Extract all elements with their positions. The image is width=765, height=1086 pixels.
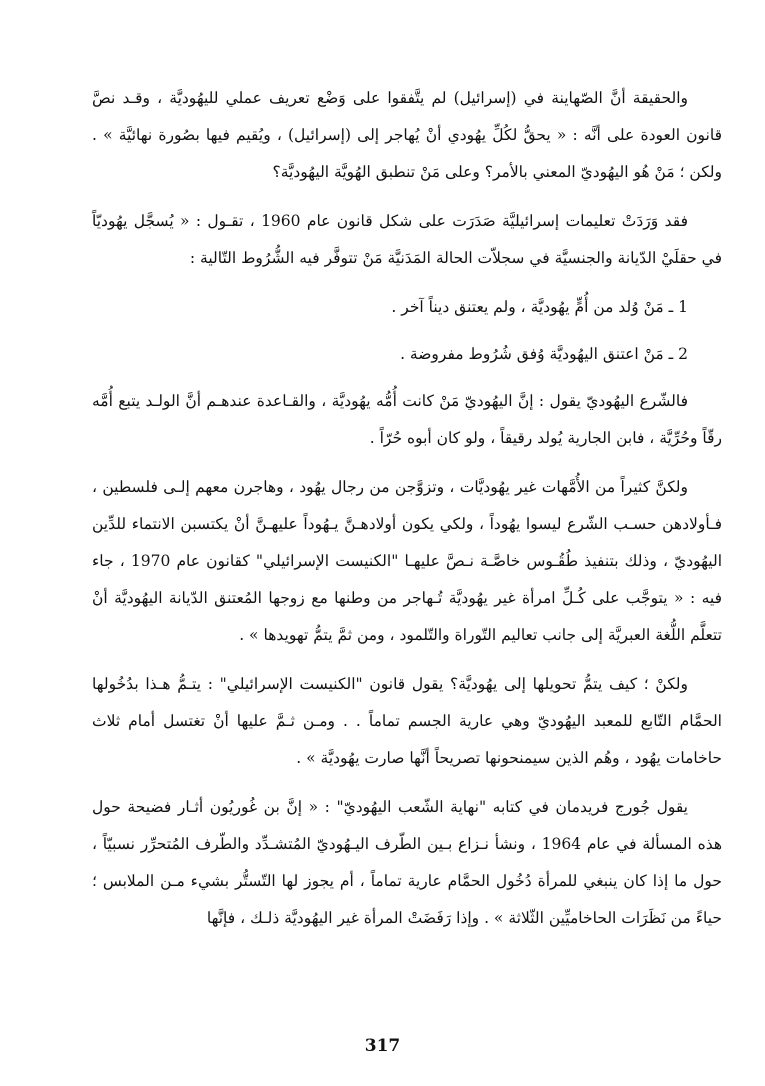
list-item-2: 2 ـ مَنْ اعتنق اليهُوديَّة وُفق شُرُوط مفروضة . xyxy=(400,345,688,363)
paragraph-2: فقد وَرَدَتْ تعليمات إسرائيليَّة صَدَرَت على شكل قانون عام 1960 ، تقـول : « يُسجَّل يهُوديّاً في حقلَيْ الدّيانة والجنسيَّة في سجلاّت الحالة المَدَنيَّة مَنْ تتوفَّر فيه الشُّرُوط التّالية : xyxy=(92,212,722,267)
list-item-1: 1 ـ مَنْ وُلد من أُمٍّ يهُوديَّة ، ولم يعتنق ديناً آخر . xyxy=(391,298,688,316)
page-number: 317 xyxy=(364,1036,401,1056)
body-text xyxy=(92,80,722,949)
paragraph-6: يقول جُورج فريدمان في كتابه "نهاية الشّعب اليهُوديّ" : « إنَّ بن غُوريُون أثـار فضيحة حول هذه المسألة في عام 1964 ، ونشأ نـزاع بـين الطّرف اليـهُوديّ المُتشـدِّد والطّرف المُتحرِّر نسبيّاً ، حول ما إذا كان ينبغي للمرأة دُخُول الحمَّام عارية تماماً ، أم يجوز لها التّستُّر بشيء مـن الملابس ؛ حياءً من نَظَرَات الحاخاميِّين الثّلاثة » . وإذا رَفَضَتْ المرأة غير اليهُوديَّة ذلـك ، فإنَّها xyxy=(92,798,723,927)
paragraph-1: والحقيقة أنَّ الصّهاينة في (إسرائيل) لم يتَّفقوا على وَضْع تعريف عملي لليهُوديَّة ، وقـد نصَّ قانون العودة على أنَّه : « يحقُّ لكُلِّ يهُودي أنْ يُهاجر إلى (إسرائيل) ، ويُقيم فيها بصُورة نهائيَّة » . ولكن ؛ مَنْ هُو اليهُوديّ المعني بالأمر؟ وعلى مَنْ تنطبق الهُويَّة اليهُوديَّة؟ xyxy=(92,89,722,181)
paragraph-5: ولكنْ ؛ كيف يتمُّ تحويلها إلى يهُوديَّة؟ يقول قانون "الكنيست الإسرائيلي" : يتـمُّ هـذا بدُخُولها الحمَّام التّابع للمعبد اليهُوديّ وهي عارية الجسم تماماً . . ومـن ثـمَّ عليها أنْ تغتسل أمام ثلاث حاخامات يهُود ، وهُم الذين سيمنحونها تصريحاً أنَّها صارت يهُوديَّة » . xyxy=(92,675,722,767)
paragraph-4: ولكنَّ كثيراً من الأُمَّهات غير يهُوديَّات ، وتزوَّجن من رجال يهُود ، وهاجرن معهم إلـى فلسطين ، فـأولادهن حسـب الشّرع ليسوا يهُوداً ، ولكي يكون أولادهـنَّ يـهُوداً عليهـنَّ أنْ يكتسبن الانتماء للدِّين اليهُوديّ ، وذلك بتنفيذ طُقُـوس خاصَّـة نـصَّ عليهـا "الكنيست الإسرائيلي" كقانون عام 1970 ، جاء فيه : « يتوجَّب على كُـلِّ امرأة غير يهُوديَّة تُـهاجر من وطنها مع زوجها المُعتنق الدّيانة اليهُوديَّة أنْ تتعلَّم اللُّغة العبريَّة إلى جانب تعاليم التّوراة والتّلمود ، ومن ثمَّ يتمُّ تهويدها » . xyxy=(92,478,722,644)
paragraph-3: فالشّرع اليهُوديّ يقول : إنَّ اليهُوديّ مَنْ كانت أُمُّه يهُوديَّة ، والقـاعدة عندهـم أنَّ الولـد يتبع أُمَّه رقّاً وحُرِّيَّة ، فابن الجارية يُولد رقيقاً ، ولو كان أبوه حُرّاً . xyxy=(92,392,722,447)
